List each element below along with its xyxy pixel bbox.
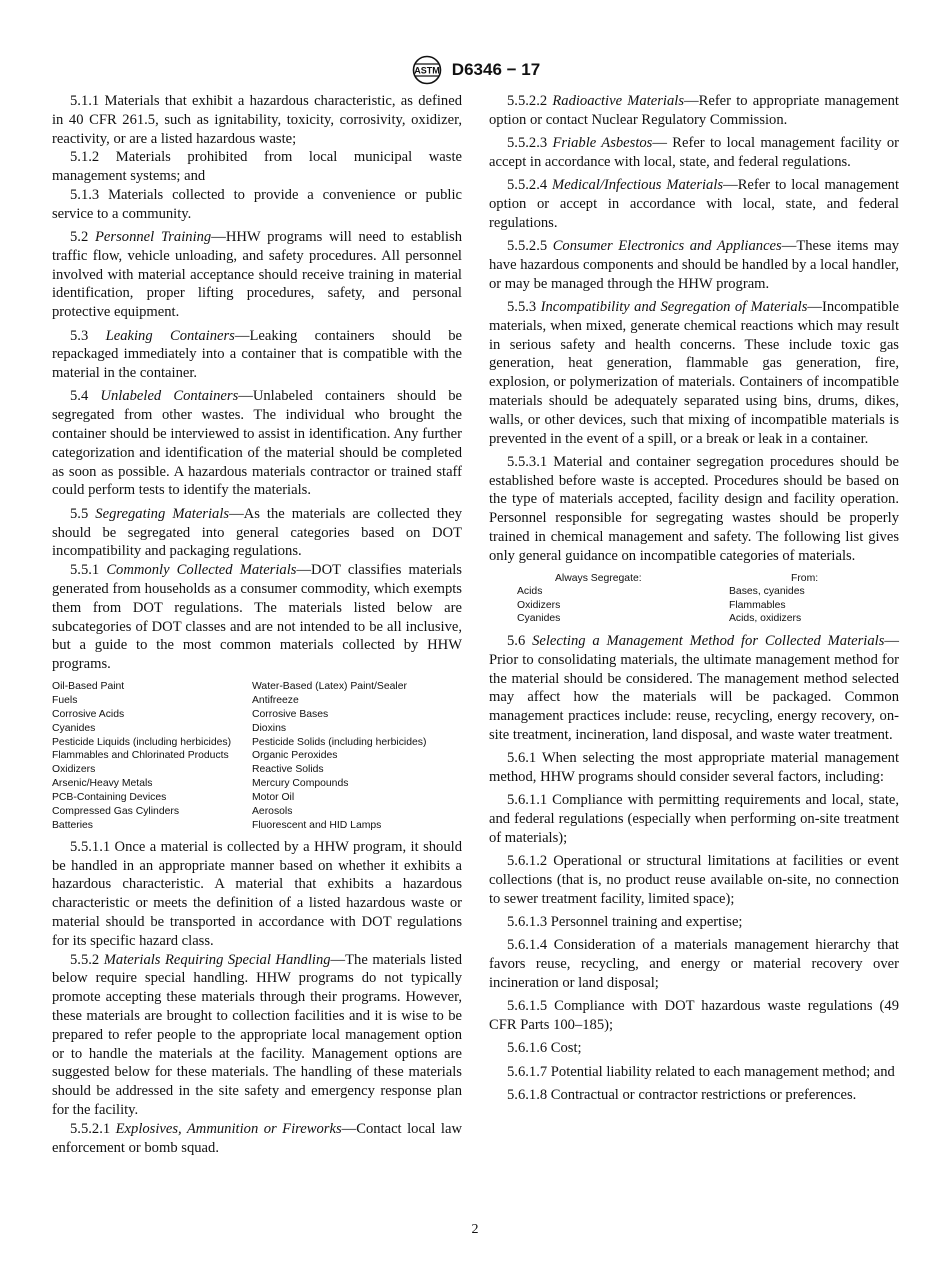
paragraph-5-5: 5.5 Segregating Materials—As the materials are collected they should be segregated into general categories based on DOT incompatibility and packaging regulations. bbox=[52, 505, 462, 560]
paragraph-5-5-2-2: 5.5.2.2 Radioactive Materials—Refer to appropriate management option or contact Nuclear Regulatory Commission. bbox=[489, 93, 899, 128]
table-cell: Motor Oil bbox=[252, 792, 295, 804]
table-cell: Compressed Gas Cylinders bbox=[52, 806, 180, 818]
table-cell: Pesticide Liquids (including herbicides) bbox=[52, 736, 232, 748]
table-cell: Cyanides bbox=[517, 613, 561, 625]
paragraph-5-6: 5.6 Selecting a Management Method for Collected Materials—Prior to consolidating materials, the ultimate management method for the material should be considered. The management method selected may affect how the materials will be packaged. Common management practices include: reuse, recycling, energy recovery, on-site treatment, incineration, land disposal, and waste water treatment. bbox=[489, 633, 899, 743]
table-cell: Batteries bbox=[52, 819, 94, 831]
paragraph-5-5-2-3: 5.5.2.3 Friable Asbestos— Refer to local management facility or accept in accordance with local, state, and federal regulations. bbox=[489, 135, 899, 170]
section-title: Medical/Infectious Materials bbox=[552, 177, 724, 194]
paragraph-5-5-1: 5.5.1 Commonly Collected Materials—DOT classifies materials generated from households as a consumer commodity, which exempts them from DOT regulations. The materials listed below are subcategories of DOT classes and are not intended to be all inclusive, but a guide to the most common materials collected by HHW programs. bbox=[52, 562, 462, 673]
section-title: Leaking Containers bbox=[105, 327, 235, 344]
paragraph-5-5-2-4: 5.5.2.4 Medical/Infectious Materials—Refer to local management option or accept in accordance with local, state, and federal regulations. bbox=[489, 177, 900, 231]
materials-row bbox=[52, 819, 462, 833]
paragraph-5-3: 5.3 Leaking Containers—Leaking containers should be repackaged immediately into a container that is compatible with the material in the container. bbox=[52, 327, 462, 382]
table-cell: Corrosive Acids bbox=[52, 708, 125, 720]
table-cell: Flammables and Chlorinated Products bbox=[52, 750, 229, 762]
materials-table bbox=[52, 680, 462, 833]
table-cell: Corrosive Bases bbox=[252, 708, 329, 720]
paragraph-5-6-1-3: 5.6.1.3 Personnel training and expertise; bbox=[507, 914, 743, 931]
table-cell: Oil-Based Paint bbox=[52, 680, 125, 692]
table-cell: Bases, cyanides bbox=[729, 586, 805, 598]
paragraph-5-6-1-7: 5.6.1.7 Potential liability related to each management method; and bbox=[507, 1063, 895, 1080]
segregation-table bbox=[517, 572, 818, 626]
section-title: Explosives, Ammunition or Fireworks bbox=[115, 1120, 342, 1137]
table-cell: Arsenic/Heavy Metals bbox=[52, 778, 153, 790]
section-title: Personnel Training bbox=[95, 229, 212, 246]
section-title: Segregating Materials bbox=[95, 505, 230, 522]
paragraph-5-4: 5.4 Unlabeled Containers—Unlabeled containers should be segregated from other wastes. The individual who brought the container should be interviewed to assist in identification. Any further categorization and identification of the material should be completed as soon as possible. A hazardous materials contractor or trained staff could perform tests to identify the materials. bbox=[52, 388, 462, 499]
section-title: Incompatibility and Segregation of Materials bbox=[540, 298, 808, 315]
materials-row bbox=[52, 680, 462, 694]
materials-row bbox=[52, 722, 462, 736]
paragraph-5-5-2-1: 5.5.2.1 Explosives, Ammunition or Fireworks—Contact local law enforcement or bomb squad. bbox=[52, 1120, 462, 1156]
table-cell: Acids bbox=[517, 586, 543, 598]
table-cell: Dioxins bbox=[252, 722, 287, 734]
segregation-row bbox=[517, 599, 818, 613]
column-header: Always Segregate: bbox=[555, 572, 642, 584]
table-cell: Antifreeze bbox=[252, 694, 299, 706]
materials-row bbox=[52, 805, 462, 819]
paragraph-5-6-1-2: 5.6.1.2 Operational or structural limitations at facilities or event collections (that is, no product reuse available on-site, no connection to sewer treatment facility, limited space); bbox=[489, 853, 899, 907]
table-cell: Fuels bbox=[52, 694, 78, 706]
paragraph-5-1-3: 5.1.3 Materials collected to provide a convenience or public service to a community. bbox=[52, 186, 462, 222]
table-cell: Pesticide Solids (including herbicides) bbox=[252, 736, 427, 748]
right-column bbox=[489, 92, 899, 1109]
section-title: Friable Asbestos bbox=[552, 135, 653, 152]
paragraph-5-5-3: 5.5.3 Incompatibility and Segregation of Materials—Incompatible materials, when mixed, generate chemical reactions which may result in serious safety and health concerns. These include toxic gas generation, heat generation, flammable gas generation, fire, explosion, or polymerization of materials. Containers of incompatible materials should be adequately separated using bins, drums, dikes, walls, or other devices, such that mixing of incompatible materials is prevented in the event of a spill, or a break or leak in a container. bbox=[489, 298, 899, 447]
table-cell: Acids, oxidizers bbox=[729, 613, 802, 625]
table-cell: Mercury Compounds bbox=[252, 778, 349, 790]
segregation-row bbox=[517, 612, 818, 626]
paragraph-5-5-2-5: 5.5.2.5 Consumer Electronics and Appliances—These items may have hazardous components and should be handled by a local handler, or may be managed through the HHW program. bbox=[489, 238, 899, 292]
materials-row bbox=[52, 777, 462, 791]
paragraph-5-6-1-6: 5.6.1.6 Cost; bbox=[507, 1040, 582, 1057]
paragraph-5-6-1-4: 5.6.1.4 Consideration of a materials management hierarchy that favors reuse, recycling, and energy or material recovery over incineration or land disposal; bbox=[489, 937, 899, 992]
astm-logo-icon bbox=[410, 55, 444, 85]
materials-row bbox=[52, 749, 462, 763]
section-title: Consumer Electronics and Appliances bbox=[552, 238, 782, 255]
paragraph-5-6-1-8: 5.6.1.8 Contractual or contractor restrictions or preferences. bbox=[507, 1087, 857, 1104]
segregation-header-row bbox=[517, 572, 818, 586]
paragraph-5-1-1: 5.1.1 Materials that exhibit a hazardous characteristic, as defined in 40 CFR 261.5, such as ignitability, toxicity, corrosivity, oxidizer, reactivity, or are a listed hazardous waste; bbox=[52, 93, 462, 147]
left-column bbox=[52, 92, 462, 1157]
section-title: Unlabeled Containers bbox=[100, 388, 239, 405]
materials-row bbox=[52, 791, 462, 805]
table-cell: Organic Peroxides bbox=[252, 750, 338, 762]
materials-row bbox=[52, 694, 462, 708]
table-cell: Water-Based (Latex) Paint/Sealer bbox=[252, 680, 407, 692]
table-cell: Cyanides bbox=[52, 722, 96, 734]
svg-text:ASTM: ASTM bbox=[414, 65, 440, 76]
materials-row bbox=[52, 736, 462, 750]
table-cell: Oxidizers bbox=[517, 599, 561, 611]
paragraph-5-6-1: 5.6.1 When selecting the most appropriate material management method, HHW programs should consider several factors, including: bbox=[489, 750, 899, 786]
table-cell: PCB-Containing Devices bbox=[52, 792, 167, 804]
table-cell: Fluorescent and HID Lamps bbox=[252, 819, 382, 831]
section-title: Commonly Collected Materials bbox=[106, 562, 297, 579]
section-title: Materials Requiring Special Handling bbox=[103, 951, 331, 968]
paragraph-5-5-1-1: 5.5.1.1 Once a material is collected by a HHW program, it should be handled in an appropriate manner based on whether it exhibits a hazardous characteristic. A material that exhibits a hazardous characteristic or meets the definition of a listed hazardous waste or material should be transported in accordance with DOT regulations for its specific hazard class. bbox=[52, 838, 462, 949]
section-title: Radioactive Materials bbox=[552, 93, 685, 109]
table-cell: Reactive Solids bbox=[252, 764, 324, 776]
paragraph-5-6-1-5: 5.6.1.5 Compliance with DOT hazardous waste regulations (49 CFR Parts 100–185); bbox=[489, 998, 899, 1034]
document-header bbox=[0, 55, 950, 85]
table-cell: Flammables bbox=[729, 599, 786, 611]
table-cell: Oxidizers bbox=[52, 764, 96, 776]
section-title: Selecting a Management Method for Collected Materials bbox=[532, 633, 885, 649]
paragraph-5-5-3-1: 5.5.3.1 Material and container segregation procedures should be established before waste is accepted. Procedures should be based on the type of materials accepted, facility design and facility operation. Personnel responsible for segregating wastes should be properly trained in chemical management and safety. The following list gives only general guidance on incompatible categories of materials. bbox=[489, 453, 899, 564]
paragraph-5-5-2: 5.5.2 Materials Requiring Special Handling—The materials listed below require special handling. HHW programs do not typically promote accepting these materials through their programs. However, these materials are brought to collection facilities and it is wise to be prepared to refer people to the appropriate local management option or to handle the materials at the facility. Management options are suggested below for these materials. The handling of these materials should be addressed in the site safety and emergency response plan for the facility. bbox=[52, 951, 463, 1119]
standard-designation: D6346 − 17 bbox=[451, 60, 541, 79]
paragraph-5-1-2: 5.1.2 Materials prohibited from local municipal waste management systems; and bbox=[52, 149, 462, 185]
paragraph-5-2: 5.2 Personnel Training—HHW programs will need to establish traffic flow, vehicle unloading, and safety procedures. All personnel involved with material acceptance should receive training in material identification, proper lifting procedures, safety, and personal protective equipment. bbox=[52, 229, 462, 321]
materials-row bbox=[52, 708, 462, 722]
paragraph-5-6-1-1: 5.6.1.1 Compliance with permitting requirements and local, state, and federal regulations (especially when performing on-site treatment of materials); bbox=[489, 792, 899, 846]
page-number: 2 bbox=[471, 1222, 479, 1237]
segregation-row bbox=[517, 585, 818, 599]
table-cell: Aerosols bbox=[252, 806, 293, 818]
column-header: From: bbox=[791, 572, 819, 584]
materials-row bbox=[52, 763, 462, 777]
